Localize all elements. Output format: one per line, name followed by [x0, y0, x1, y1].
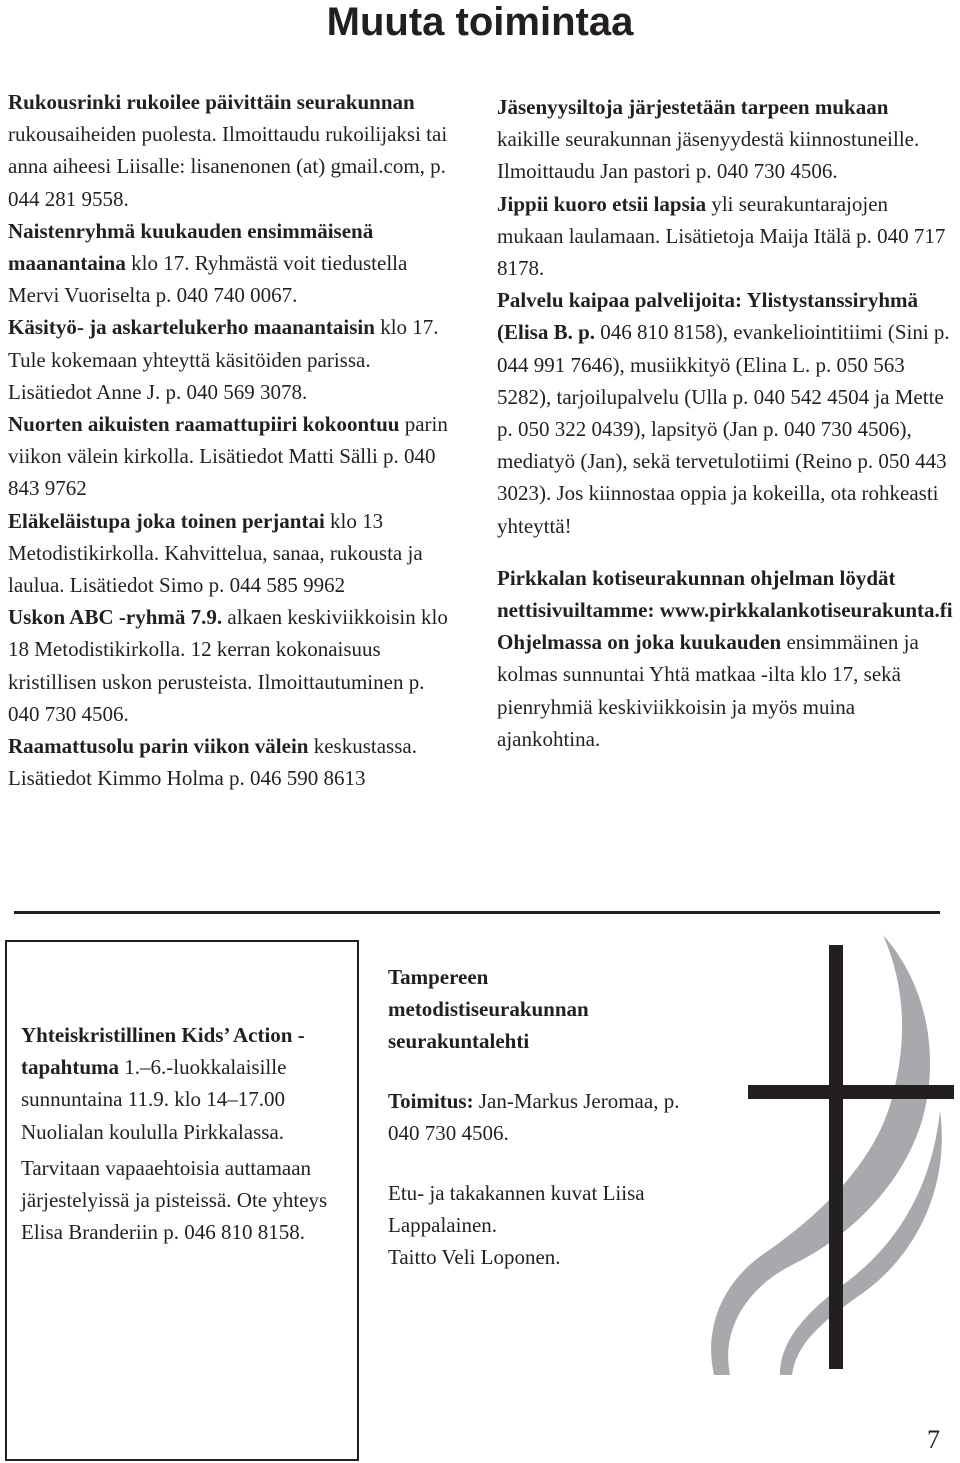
- announcement-text: klo 13 Metodistikirkolla. Kahvittelua, sanaa, rukousta ja laulua. Lisätiedot Simo p. 044 585 9962: [8, 508, 423, 598]
- announcement-heading: Käsityö- ja askartelukerho maanantaisin: [8, 315, 375, 340]
- announcement-heading: Ohjelmassa on joka kuukauden: [497, 630, 782, 655]
- announcement-heading: Naistenryhmä kuukauden ensimmäisenä maanantaina: [8, 218, 374, 276]
- announcement-heading: Jäsenyysiltoja järjestetään tarpeen mukaan: [497, 95, 889, 119]
- announcement-heading: Jippii kuoro etsii lapsia: [497, 191, 707, 216]
- kids-action-text: [21, 1019, 347, 1248]
- announcement-text: parin viikon välein kirkolla. Lisätiedot Matti Sälli p. 040 843 9762: [8, 412, 448, 501]
- cross-vertical-beam: [829, 945, 843, 1369]
- kids-action-details: 1.–6.-luokkalaisille sunnuntaina 11.9. klo 14–17.00 Nuolialan koululla Pirkkalassa.: [21, 1055, 287, 1144]
- masthead-editor: [388, 1085, 680, 1149]
- announcement: [8, 730, 458, 794]
- announcement: [8, 505, 458, 602]
- announcement-text: rukousaiheiden puolesta. Ilmoittaudu rukoilijaksi tai anna aiheesi Liisalle: lisanenonen (at) gmail.com, p. 044 281 9558.: [8, 122, 448, 211]
- announcement-text: 046 810 8158), evankeliointitiimi (Sini p. 044 991 7646), musiikkityö (Elina L. p. 050 563 5282), tarjoilupalvelu (Ulla p. 040 542 4504 ja Mette p. 050 322 0439), lapsityö (Jan p. 040 730 4506), mediatyö (Jan), sekä tervetulotiimi (Reino p. 050 443 3023). Jos kiinnostaa oppia ja kokeilla, ota rohkeasti yhteyttä!: [497, 320, 950, 538]
- kids-action-volunteers: Tarvitaan vapaaehtoisia auttamaan järjestelyissä ja pisteissä. Ote yhteys Elisa Branderiin p. 046 810 8158.: [21, 1155, 328, 1245]
- announcement: [8, 311, 458, 408]
- masthead: [388, 961, 680, 1273]
- announcement-heading: Palvelu kaipaa palvelijoita: Ylistystanssiryhmä (Elisa B. p.: [497, 288, 918, 345]
- announcement: [497, 188, 955, 285]
- announcement: [497, 284, 955, 542]
- announcement-heading: Nuorten aikuisten raamattupiiri kokoontuu: [8, 412, 400, 437]
- announcement: [8, 86, 458, 215]
- cross-and-flame-icon: [700, 935, 956, 1375]
- website-notice: Pirkkalan kotiseurakunnan ohjelman löydät nettisivuiltamme: www.pirkkalankotiseurakunta.fi: [497, 565, 953, 623]
- announcement: [497, 562, 955, 626]
- announcement-heading: Rukousrinki rukoilee päivittäin seurakunnan: [8, 90, 415, 114]
- announcement: [497, 626, 955, 755]
- announcement-heading: Raamattusolu parin viikon välein: [8, 734, 309, 759]
- announcement-text: klo 17. Ryhmästä voit tiedustella Mervi Vuoriselta p. 040 740 0067.: [8, 251, 408, 308]
- editor-label: Toimitus:: [388, 1089, 474, 1113]
- spacer: [388, 1149, 680, 1177]
- announcement-heading: Uskon ABC -ryhmä 7.9.: [8, 605, 223, 630]
- left-column: [8, 86, 458, 794]
- masthead-title: Tampereen metodistiseurakunnan seurakuntalehti: [388, 965, 589, 1053]
- page-number: 7: [927, 1425, 940, 1454]
- announcement: [8, 408, 458, 505]
- announcement: [497, 91, 955, 188]
- announcement: [8, 601, 458, 730]
- announcement-heading: Eläkeläistupa joka toinen perjantai: [8, 508, 325, 533]
- masthead-layout-credits: Taitto Veli Loponen.: [388, 1245, 561, 1269]
- announcement-text: yli seurakuntarajojen mukaan laulamaan. Lisätietoja Maija Itälä p. 040 717 8178.: [497, 191, 946, 281]
- horizontal-rule: [14, 911, 940, 914]
- spacer: [497, 542, 955, 562]
- kids-action-paragraph: [21, 1019, 347, 1148]
- right-column: [497, 91, 955, 755]
- editor-text: Jan-Markus Jeromaa, p. 040 730 4506.: [388, 1089, 680, 1145]
- announcement-text: klo 17. Tule kokemaan yhteyttä käsitöiden parissa. Lisätiedot Anne J. p. 040 569 3078.: [8, 315, 439, 404]
- masthead-cover-credits: Etu- ja takakannen kuvat Liisa Lappalainen.: [388, 1181, 645, 1237]
- cross-horizontal-beam: [748, 1085, 954, 1099]
- announcement-text: ensimmäinen ja kolmas sunnuntai Yhtä matkaa -ilta klo 17, sekä pienryhmiä keskiviikkoisin ja myös muina ajankohtina.: [497, 630, 919, 751]
- spacer: [388, 1057, 680, 1085]
- announcement-text: keskustassa. Lisätiedot Kimmo Holma p. 046 590 8613: [8, 734, 417, 791]
- announcement: [8, 215, 458, 312]
- announcement-text: alkaen keskiviikkoisin klo 18 Metodistikirkolla. 12 kerran kokonaisuus kristillisen uskon perusteista. Ilmoittautuminen p. 040 730 4506.: [8, 605, 448, 726]
- kids-action-heading: Yhteiskristillinen Kids’ Action -tapahtuma: [21, 1023, 305, 1080]
- announcement-text: kaikille seurakunnan jäsenyydestä kiinnostuneille. Ilmoittaudu Jan pastori p. 040 730 4506.: [497, 127, 920, 184]
- page-title: Muuta toimintaa: [326, 0, 634, 44]
